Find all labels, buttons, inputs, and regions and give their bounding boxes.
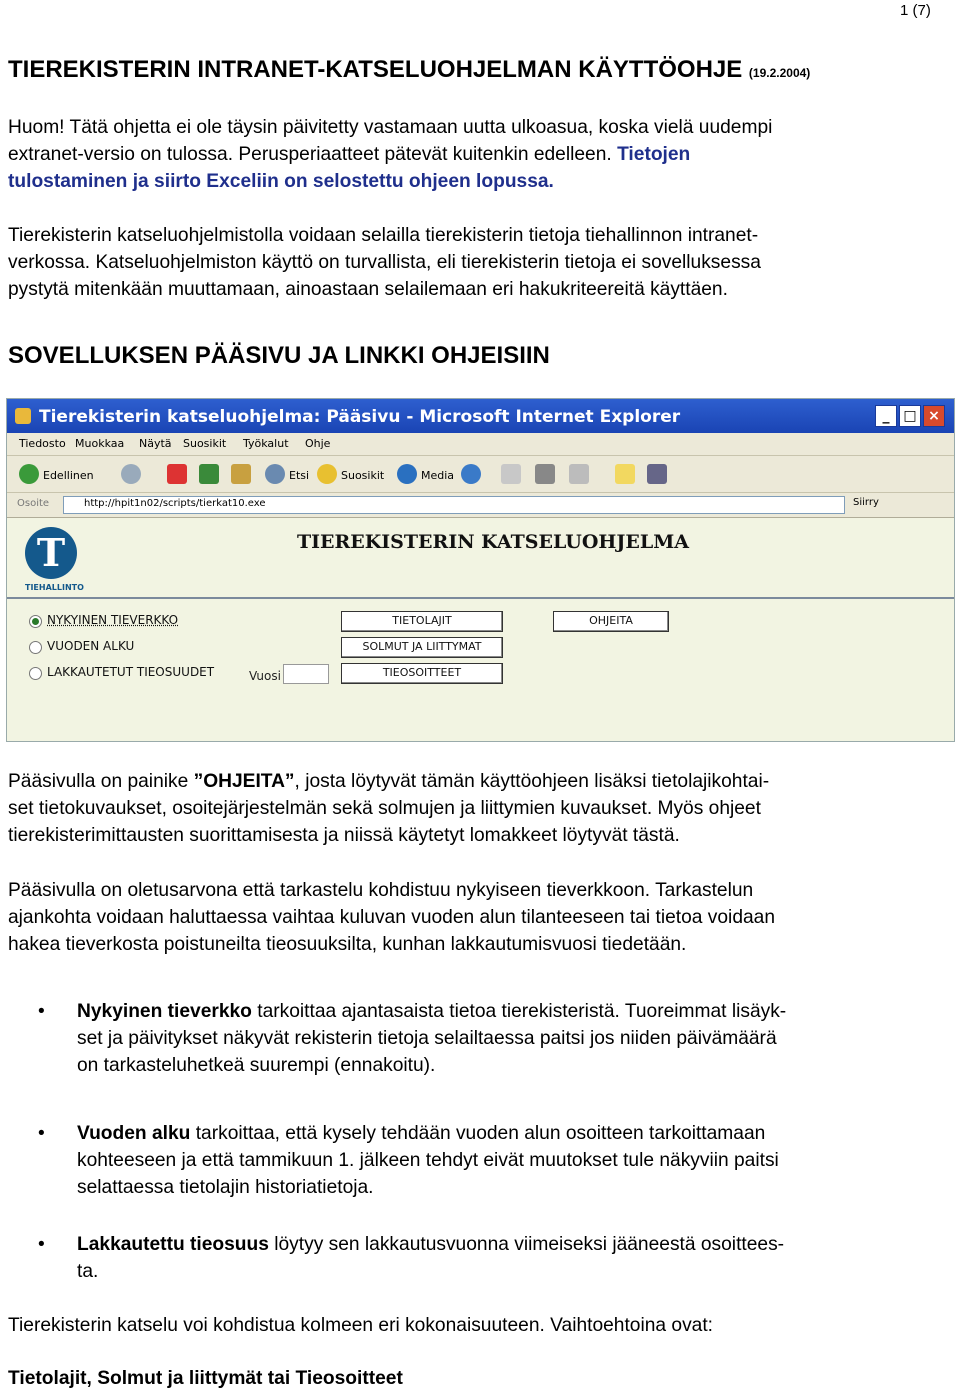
- menu-tyokalut[interactable]: Työkalut: [243, 437, 289, 450]
- bullet-text: löytyy sen lakkautusvuonna viimeiseksi jääneestä osoittees-: [268, 1234, 785, 1255]
- menu-ohje[interactable]: Ohje: [305, 437, 331, 450]
- home-icon[interactable]: [231, 464, 251, 484]
- tietolajit-button[interactable]: TIETOLAJIT: [341, 611, 503, 632]
- notice-paragraph: [8, 114, 958, 195]
- radio-vuoden-alku[interactable]: [29, 641, 42, 654]
- back-icon[interactable]: [19, 464, 39, 484]
- p1-line: tierekisterimittausten suorittamisesta ja niissä käytetyt lomakkeet löytyvät tästä.: [8, 825, 680, 846]
- p1-line: [8, 768, 958, 795]
- ohjeita-button[interactable]: OHJEITA: [553, 611, 669, 632]
- bullet-list: [0, 1231, 958, 1285]
- radio-label[interactable]: LAKKAUTETUT TIEOSUUDET: [47, 665, 215, 679]
- intro-paragraph: [8, 222, 958, 303]
- menu-nayta[interactable]: Näytä: [139, 437, 172, 450]
- messenger-icon[interactable]: [647, 464, 667, 484]
- year-label: Vuosi: [249, 669, 281, 683]
- year-input[interactable]: [283, 664, 329, 684]
- edit-icon[interactable]: [569, 464, 589, 484]
- intro-line: verkossa. Katseluohjelmiston käyttö on turvallista, eli tierekisterin tietoja ei sovelluksessa: [8, 252, 761, 273]
- bullet-text: tarkoittaa ajantasaista tietoa tierekisteristä. Tuoreimmat lisäyk-: [251, 1001, 787, 1022]
- divider: [7, 597, 954, 599]
- bullet-term: Lakkautettu tieosuus: [77, 1234, 269, 1255]
- address-bar: [7, 493, 954, 518]
- p1-line: set tietokuvaukset, osoitejärjestelmän sekä solmujen ja liittymien kuvaukset. Myös ohjeet: [8, 798, 761, 819]
- page-number: 1 (7): [900, 2, 931, 19]
- print-icon[interactable]: [535, 464, 555, 484]
- p1-start: Pääsivulla on painike: [8, 771, 194, 792]
- go-button[interactable]: Siirry: [853, 497, 879, 508]
- logo-text: TIEHALLINTO: [25, 583, 84, 592]
- notice-bold-line: tulostaminen ja siirto Exceliin on selostettu ohjeen lopussa.: [8, 171, 554, 192]
- bullet-list: [0, 1120, 958, 1201]
- address-label: Osoite: [17, 498, 50, 509]
- bullet-line: ta.: [77, 1261, 99, 1282]
- menu-bar: [7, 433, 954, 456]
- radio-label[interactable]: NYKYINEN TIEVERKKO: [47, 613, 179, 627]
- search-label[interactable]: Etsi: [289, 469, 310, 482]
- bullet-text: tarkoittaa, että kysely tehdään vuoden alun osoitteen tarkoittamaan: [190, 1123, 766, 1144]
- default-view-paragraph: [8, 877, 958, 958]
- window-titlebar: [7, 399, 954, 433]
- notice-line-text: extranet-versio on tulossa. Perusperiaatteet pätevät kuitenkin edelleen.: [8, 144, 612, 165]
- bullet-list: [0, 998, 958, 1079]
- radio-label[interactable]: VUODEN ALKU: [47, 639, 135, 653]
- search-icon[interactable]: [265, 464, 285, 484]
- app-title: TIEREKISTERIN KATSELUOHJELMA: [297, 531, 689, 553]
- notes-icon[interactable]: [615, 464, 635, 484]
- notice-line: Huom! Tätä ohjetta ei ole täysin päivitetty vastamaan uutta ulkoasua, koska vielä uudempi: [8, 117, 773, 138]
- bullet-term: Nykyinen tieverkko: [77, 1001, 252, 1022]
- ohjeita-paragraph: [8, 768, 958, 849]
- intro-line: Tierekisterin katseluohjelmistolla voidaan selailla tierekisterin tietoja tiehallinnon intranet-: [8, 225, 759, 246]
- mail-icon[interactable]: [501, 464, 521, 484]
- media-icon[interactable]: [397, 464, 417, 484]
- stop-icon[interactable]: [167, 464, 187, 484]
- media-label[interactable]: Media: [421, 469, 455, 482]
- title-main: TIEREKISTERIN INTRANET-KATSELUOHJELMAN KÄYTTÖOHJE: [8, 56, 743, 83]
- p1-bold: ”OHJEITA”: [193, 771, 295, 792]
- intro-line: pystytä mitenkään muuttamaan, ainoastaan selailemaan eri hakukriteereitä käyttäen.: [8, 279, 728, 300]
- back-label[interactable]: Edellinen: [43, 469, 94, 482]
- address-input[interactable]: [63, 496, 845, 514]
- options-paragraph: Tierekisterin katselu voi kohdistua kolmeen eri kokonaisuuteen. Vaihtoehtoina ovat:: [8, 1315, 714, 1336]
- favorites-label[interactable]: Suosikit: [341, 469, 385, 482]
- radio-lakkautetut-tieosuudet[interactable]: [29, 667, 42, 680]
- bullet-line: selattaessa tietolajin historiatietoja.: [77, 1177, 374, 1198]
- tiehallinto-logo-icon: T: [25, 527, 77, 579]
- close-button[interactable]: ×: [923, 405, 945, 427]
- radio-nykyinen-tieverkko[interactable]: [29, 615, 42, 628]
- embedded-screenshot: [6, 398, 955, 742]
- list-item: [0, 1231, 958, 1285]
- toolbar: [7, 456, 954, 493]
- solmut-ja-liittymat-button[interactable]: SOLMUT JA LIITTYMAT: [341, 637, 503, 658]
- p2-line: ajankohta voidaan haluttaessa vaihtaa kuluvan vuoden alun tilanteeseen tai tietoa voidaan: [8, 907, 776, 928]
- menu-tiedosto[interactable]: Tiedosto: [19, 437, 66, 450]
- menu-suosikit[interactable]: Suosikit: [183, 437, 227, 450]
- ie-icon: [15, 408, 31, 424]
- forward-icon[interactable]: [121, 464, 141, 484]
- p1-rest: , josta löytyvät tämän käyttöohjeen lisäksi tietolajikohtai-: [294, 771, 770, 792]
- p2-line: hakea tieverkosta poistuneilta tieosuuksilta, kunhan lakkautumisvuosi tiedetään.: [8, 934, 687, 955]
- tieosoitteet-button[interactable]: TIEOSOITTEET: [341, 663, 503, 684]
- address-url: http://hpit1n02/scripts/tierkat10.exe: [84, 498, 266, 509]
- p2-line: Pääsivulla on oletusarvona että tarkastelu kohdistuu nykyiseen tieverkkoon. Tarkastelun: [8, 880, 754, 901]
- notice-bold-start: Tietojen: [617, 144, 691, 165]
- refresh-icon[interactable]: [199, 464, 219, 484]
- history-icon[interactable]: [461, 464, 481, 484]
- bullet-line: on tarkasteluhetkeä suurempi (ennakoitu).: [77, 1055, 436, 1076]
- favorites-icon[interactable]: [317, 464, 337, 484]
- bullet-line: kohteeseen ja että tammikuun 1. jälkeen tehdyt eivät muutokset tule näkyviin paitsi: [77, 1150, 779, 1171]
- minimize-button[interactable]: _: [875, 405, 897, 427]
- bullet-line: set ja päivitykset näkyvät rekisterin tietoja selailtaessa paitsi jos niiden päivämäärä: [77, 1028, 777, 1049]
- list-item: [0, 1120, 958, 1201]
- list-item: [0, 998, 958, 1079]
- notice-line: [8, 141, 958, 168]
- final-heading: Tietolajit, Solmut ja liittymät tai Tieosoitteet: [8, 1368, 403, 1389]
- maximize-button[interactable]: □: [899, 405, 921, 427]
- window-title: Tierekisterin katseluohjelma: Pääsivu - Microsoft Internet Explorer: [39, 407, 681, 427]
- bullet-term: Vuoden alku: [77, 1123, 191, 1144]
- menu-muokkaa[interactable]: Muokkaa: [75, 437, 125, 450]
- document-title: [8, 56, 810, 84]
- section-heading: SOVELLUKSEN PÄÄSIVU JA LINKKI OHJEISIIN: [8, 342, 550, 369]
- title-date: (19.2.2004): [748, 66, 811, 80]
